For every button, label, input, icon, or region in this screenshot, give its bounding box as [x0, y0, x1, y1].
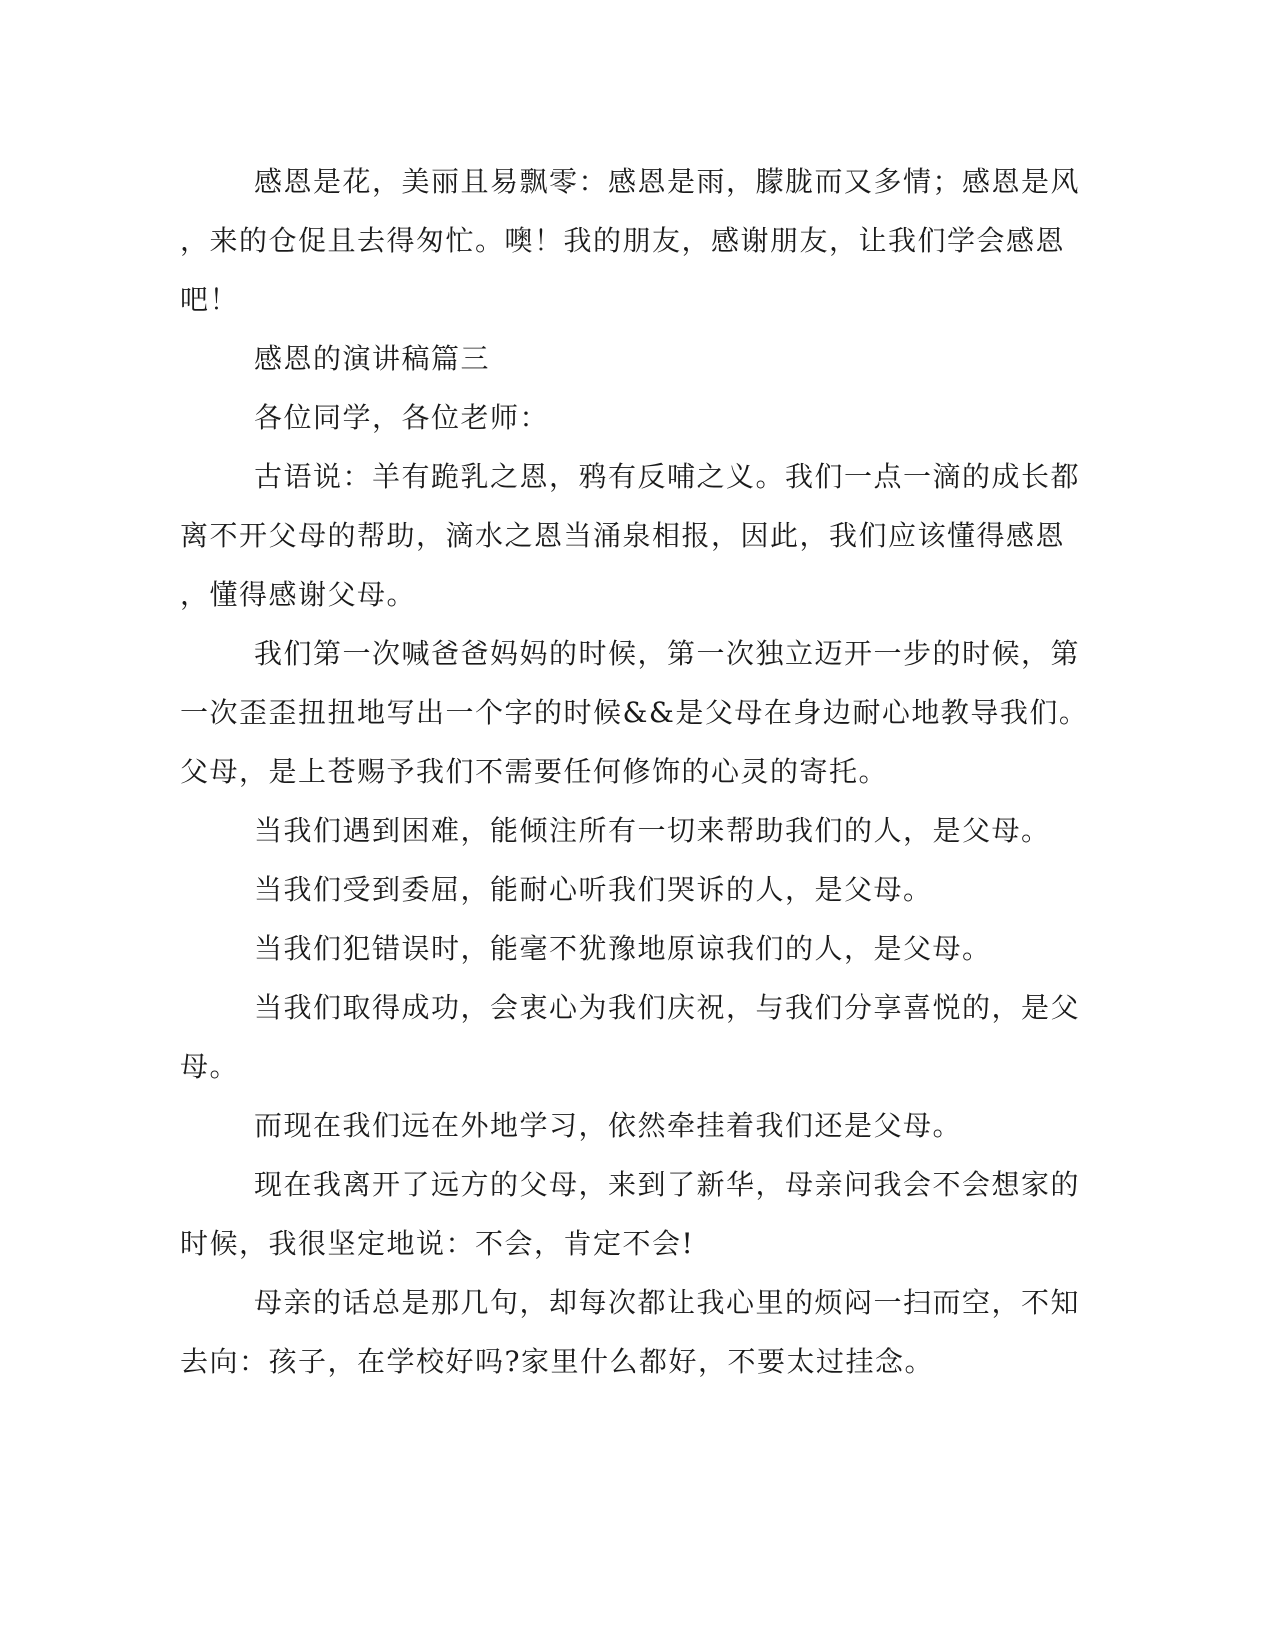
paragraph-line: 一次歪歪扭扭地写出一个字的时候&&是父母在身边耐心地教导我们。	[180, 696, 1089, 729]
paragraph-line: ，懂得感谢父母。	[180, 578, 417, 611]
paragraph-line: 离不开父母的帮助，滴水之恩当涌泉相报，因此，我们应该懂得感恩	[180, 519, 1066, 552]
paragraph: 而现在我们远在外地学习，依然牵挂着我们还是父母。	[254, 1109, 963, 1142]
salutation: 各位同学，各位老师：	[254, 401, 550, 434]
paragraph-line: 时候，我很坚定地说：不会，肯定不会!	[180, 1227, 695, 1260]
paragraph-line: 母。	[180, 1050, 240, 1083]
paragraph-line: 吧！	[180, 283, 240, 316]
paragraph-line: 母亲的话总是那几句，却每次都让我心里的烦闷一扫而空，不知	[254, 1286, 1081, 1319]
paragraph-line: 现在我离开了远方的父母，来到了新华，母亲问我会不会想家的	[254, 1168, 1081, 1201]
paragraph-line: 古语说：羊有跪乳之恩，鸦有反哺之义。我们一点一滴的成长都	[254, 460, 1081, 493]
paragraph-line: 父母，是上苍赐予我们不需要任何修饰的心灵的寄托。	[180, 755, 889, 788]
document-body	[180, 152, 1089, 1391]
paragraph: 当我们遇到困难，能倾注所有一切来帮助我们的人，是父母。	[254, 814, 1051, 847]
paragraph-line: 我们第一次喊爸爸妈妈的时候，第一次独立迈开一步的时候，第	[254, 637, 1081, 670]
paragraph: 当我们受到委屈，能耐心听我们哭诉的人，是父母。	[254, 873, 933, 906]
paragraph: 当我们犯错误时，能毫不犹豫地原谅我们的人，是父母。	[254, 932, 992, 965]
paragraph-line: ，来的仓促且去得匆忙。噢！我的朋友，感谢朋友，让我们学会感恩	[180, 224, 1066, 257]
paragraph-line: 感恩是花，美丽且易飘零：感恩是雨，朦胧而又多情；感恩是风	[254, 165, 1081, 198]
paragraph-line: 去向：孩子，在学校好吗?家里什么都好，不要太过挂念。	[180, 1345, 935, 1378]
section-heading: 感恩的演讲稿篇三	[254, 342, 491, 375]
paragraph-line: 当我们取得成功，会衷心为我们庆祝，与我们分享喜悦的，是父	[254, 991, 1081, 1024]
